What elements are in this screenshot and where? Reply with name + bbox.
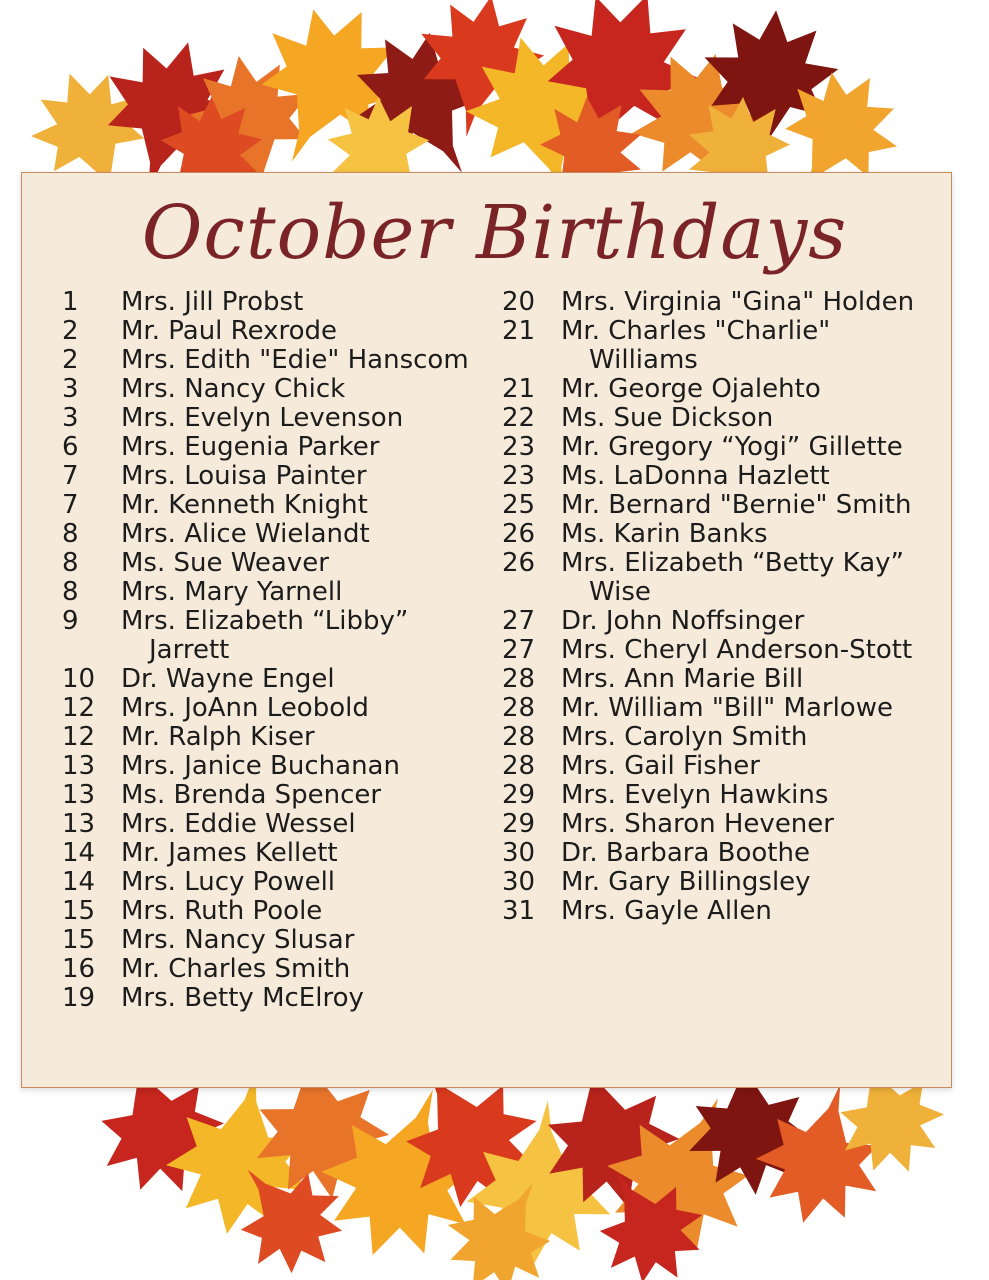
birthday-name-block — [121, 926, 492, 955]
birthday-entry — [502, 839, 942, 868]
birthday-name: Mrs. Janice Buchanan — [121, 751, 400, 781]
birthday-entry — [62, 694, 492, 723]
birthday-name-block — [121, 781, 492, 810]
autumn-leaves-bottom-decoration — [0, 1070, 989, 1280]
birthday-name: Mrs. Elizabeth “Betty Kay” — [561, 548, 905, 578]
birthday-name-block — [561, 404, 942, 433]
birthday-entry — [62, 404, 492, 433]
birthday-day: 23 — [502, 432, 536, 462]
birthday-name: Mrs. Nancy Slusar — [121, 925, 355, 955]
birthday-entry — [62, 665, 492, 694]
birthday-list-left — [62, 288, 492, 1013]
birthday-day: 8 — [62, 519, 79, 549]
birthday-name-block — [121, 694, 492, 723]
birthday-entry — [502, 868, 942, 897]
birthday-name-block — [121, 317, 492, 346]
birthday-name: Mrs. Nancy Chick — [121, 374, 346, 404]
birthday-day: 22 — [502, 403, 536, 433]
birthday-name: Mrs. Sharon Hevener — [561, 809, 834, 839]
birthday-name: Mrs. Virginia "Gina" Holden — [561, 287, 915, 317]
birthday-day: 28 — [502, 751, 536, 781]
birthday-entry — [502, 462, 942, 491]
birthday-name-block — [121, 288, 492, 317]
birthday-entry — [62, 375, 492, 404]
birthday-name: Dr. Barbara Boothe — [561, 838, 810, 868]
birthday-entry — [502, 752, 942, 781]
birthday-entry — [502, 810, 942, 839]
birthday-name-block — [561, 723, 942, 752]
birthday-name: Mr. Charles "Charlie" — [561, 316, 831, 346]
birthday-day: 31 — [502, 896, 536, 926]
birthday-day: 27 — [502, 635, 536, 665]
birthday-name-block — [561, 897, 942, 926]
birthday-day: 14 — [62, 867, 96, 897]
birthday-entry — [502, 723, 942, 752]
birthday-day: 21 — [502, 316, 536, 346]
birthday-name-block — [561, 694, 942, 723]
birthday-entry — [62, 984, 492, 1013]
birthday-list-right — [502, 288, 942, 926]
birthday-name: Mrs. Ann Marie Bill — [561, 664, 804, 694]
birthday-name-block — [121, 346, 492, 375]
birthday-name: Mr. Gregory “Yogi” Gillette — [561, 432, 903, 462]
birthday-entry — [502, 491, 942, 520]
birthday-name-block — [561, 491, 942, 520]
birthday-name: Mrs. Carolyn Smith — [561, 722, 808, 752]
birthday-name: Mrs. Mary Yarnell — [121, 577, 343, 607]
birthday-name: Mrs. Evelyn Hawkins — [561, 780, 829, 810]
birthday-entry — [62, 723, 492, 752]
birthday-day: 8 — [62, 577, 79, 607]
birthday-name: Mrs. Lucy Powell — [121, 867, 336, 897]
birthday-name-block — [561, 752, 942, 781]
birthday-name-block — [121, 955, 492, 984]
birthday-name-block — [121, 578, 492, 607]
birthday-day: 2 — [62, 316, 79, 346]
birthday-day: 15 — [62, 896, 96, 926]
birthday-entry — [62, 346, 492, 375]
birthday-name: Mrs. Ruth Poole — [121, 896, 323, 926]
birthday-entry — [502, 317, 942, 375]
birthday-entry — [62, 288, 492, 317]
birthday-day: 25 — [502, 490, 536, 520]
birthday-entry — [502, 607, 942, 636]
birthday-day: 30 — [502, 838, 536, 868]
birthday-day: 21 — [502, 374, 536, 404]
birthday-entry — [502, 781, 942, 810]
birthday-entry — [62, 781, 492, 810]
birthday-name-block — [121, 984, 492, 1013]
birthday-name: Mrs. Jill Probst — [121, 287, 304, 317]
birthday-day: 28 — [502, 693, 536, 723]
birthday-name-block — [121, 549, 492, 578]
birthday-name-block — [561, 665, 942, 694]
birthday-entry — [62, 491, 492, 520]
page-title: October Birthdays — [141, 190, 848, 276]
birthday-name: Mrs. Eddie Wessel — [121, 809, 356, 839]
birthday-entry — [62, 549, 492, 578]
birthday-name: Mrs. Edith "Edie" Hanscom — [121, 345, 469, 375]
birthday-entry — [62, 897, 492, 926]
birthday-name: Mr. Ralph Kiser — [121, 722, 315, 752]
birthday-name-block — [561, 636, 942, 665]
birthday-entry — [502, 694, 942, 723]
birthday-name-block — [121, 433, 492, 462]
birthday-name: Ms. Brenda Spencer — [121, 780, 382, 810]
birthday-entry — [62, 955, 492, 984]
birthday-name: Ms. LaDonna Hazlett — [561, 461, 830, 491]
birthday-name-continuation: Jarrett — [149, 635, 230, 665]
birthday-day: 9 — [62, 606, 79, 636]
birthday-name-block — [121, 404, 492, 433]
birthday-day: 7 — [62, 490, 79, 520]
birthday-name: Mr. William "Bill" Marlowe — [561, 693, 893, 723]
birthday-day: 8 — [62, 548, 79, 578]
birthday-day: 28 — [502, 722, 536, 752]
birthday-day: 13 — [62, 751, 96, 781]
birthday-entry — [502, 375, 942, 404]
birthday-name-block — [561, 317, 942, 375]
birthday-name-block — [121, 723, 492, 752]
birthday-day: 26 — [502, 519, 536, 549]
birthday-day: 3 — [62, 403, 79, 433]
birthday-name-block — [561, 462, 942, 491]
birthday-day: 12 — [62, 722, 96, 752]
birthday-name-block — [121, 839, 492, 868]
birthday-name: Mrs. JoAnn Leobold — [121, 693, 369, 723]
birthday-name-block — [561, 810, 942, 839]
birthday-name: Mr. Kenneth Knight — [121, 490, 368, 520]
birthday-name-block — [121, 897, 492, 926]
birthday-name: Ms. Sue Weaver — [121, 548, 329, 578]
birthday-name: Mrs. Evelyn Levenson — [121, 403, 404, 433]
birthday-name: Ms. Karin Banks — [561, 519, 768, 549]
birthday-day: 10 — [62, 664, 96, 694]
birthday-entry — [502, 897, 942, 926]
birthday-day: 16 — [62, 954, 96, 984]
birthday-name: Mrs. Elizabeth “Libby” — [121, 606, 409, 636]
birthday-name-block — [121, 520, 492, 549]
birthday-name-block — [561, 607, 942, 636]
birthday-name: Mr. George Ojalehto — [561, 374, 821, 404]
birthday-day: 26 — [502, 548, 536, 578]
birthday-name-block — [121, 665, 492, 694]
birthday-name-block — [561, 433, 942, 462]
birthday-entry — [62, 462, 492, 491]
birthday-name: Mrs. Cheryl Anderson-Stott — [561, 635, 913, 665]
birthday-entry — [502, 520, 942, 549]
birthday-entry — [62, 520, 492, 549]
birthday-name-block — [561, 839, 942, 868]
birthday-entry — [62, 433, 492, 462]
birthday-entry — [62, 868, 492, 897]
birthday-day: 23 — [502, 461, 536, 491]
birthday-day: 29 — [502, 809, 536, 839]
birthday-day: 6 — [62, 432, 79, 462]
birthday-day: 28 — [502, 664, 536, 694]
birthday-entry — [502, 404, 942, 433]
birthday-name-block — [121, 810, 492, 839]
birthday-name-block — [121, 462, 492, 491]
birthday-name: Mrs. Betty McElroy — [121, 983, 364, 1013]
birthday-name-block — [561, 288, 942, 317]
birthday-name-block — [121, 491, 492, 520]
birthday-day: 19 — [62, 983, 96, 1013]
birthday-name-block — [121, 375, 492, 404]
birthday-name: Dr. Wayne Engel — [121, 664, 335, 694]
birthday-day: 13 — [62, 780, 96, 810]
birthday-name-block — [121, 868, 492, 897]
birthday-name: Mr. Bernard "Bernie" Smith — [561, 490, 912, 520]
birthday-entry — [62, 839, 492, 868]
birthday-entry — [62, 578, 492, 607]
birthday-entry — [502, 665, 942, 694]
birthday-day: 2 — [62, 345, 79, 375]
birthday-name: Mrs. Gail Fisher — [561, 751, 760, 781]
birthday-day: 1 — [62, 287, 79, 317]
birthday-day: 7 — [62, 461, 79, 491]
birthday-name-continuation: Wise — [589, 577, 651, 607]
birthday-day: 13 — [62, 809, 96, 839]
birthday-name: Ms. Sue Dickson — [561, 403, 774, 433]
birthday-name-block — [121, 607, 492, 665]
birthday-day: 12 — [62, 693, 96, 723]
birthday-entry — [502, 288, 942, 317]
birthday-day: 29 — [502, 780, 536, 810]
birthday-day: 3 — [62, 374, 79, 404]
birthday-name-block — [561, 549, 942, 607]
birthday-name: Mr. Charles Smith — [121, 954, 351, 984]
birthday-name-block — [121, 752, 492, 781]
birthday-entry — [502, 549, 942, 607]
birthday-day: 20 — [502, 287, 536, 317]
birthday-name: Mr. Paul Rexrode — [121, 316, 338, 346]
birthday-day: 30 — [502, 867, 536, 897]
birthday-name: Mrs. Eugenia Parker — [121, 432, 380, 462]
birthday-entry — [62, 810, 492, 839]
birthday-entry — [62, 752, 492, 781]
birthday-entry — [502, 636, 942, 665]
birthday-name: Dr. John Noffsinger — [561, 606, 805, 636]
birthday-entry — [62, 317, 492, 346]
birthday-name: Mr. James Kellett — [121, 838, 338, 868]
birthday-day: 14 — [62, 838, 96, 868]
birthday-name: Mrs. Gayle Allen — [561, 896, 772, 926]
birthday-name-block — [561, 520, 942, 549]
birthday-name-block — [561, 868, 942, 897]
birthday-name: Mr. Gary Billingsley — [561, 867, 811, 897]
birthday-name: Mrs. Alice Wielandt — [121, 519, 370, 549]
birthday-name: Mrs. Louisa Painter — [121, 461, 367, 491]
birthday-day: 27 — [502, 606, 536, 636]
birthday-name-continuation: Williams — [589, 345, 698, 375]
birthday-name-block — [561, 375, 942, 404]
birthday-name-block — [561, 781, 942, 810]
birthday-day: 15 — [62, 925, 96, 955]
autumn-leaves-top-decoration — [0, 0, 989, 200]
birthday-entry — [502, 433, 942, 462]
birthday-entry — [62, 926, 492, 955]
birthday-entry — [62, 607, 492, 665]
